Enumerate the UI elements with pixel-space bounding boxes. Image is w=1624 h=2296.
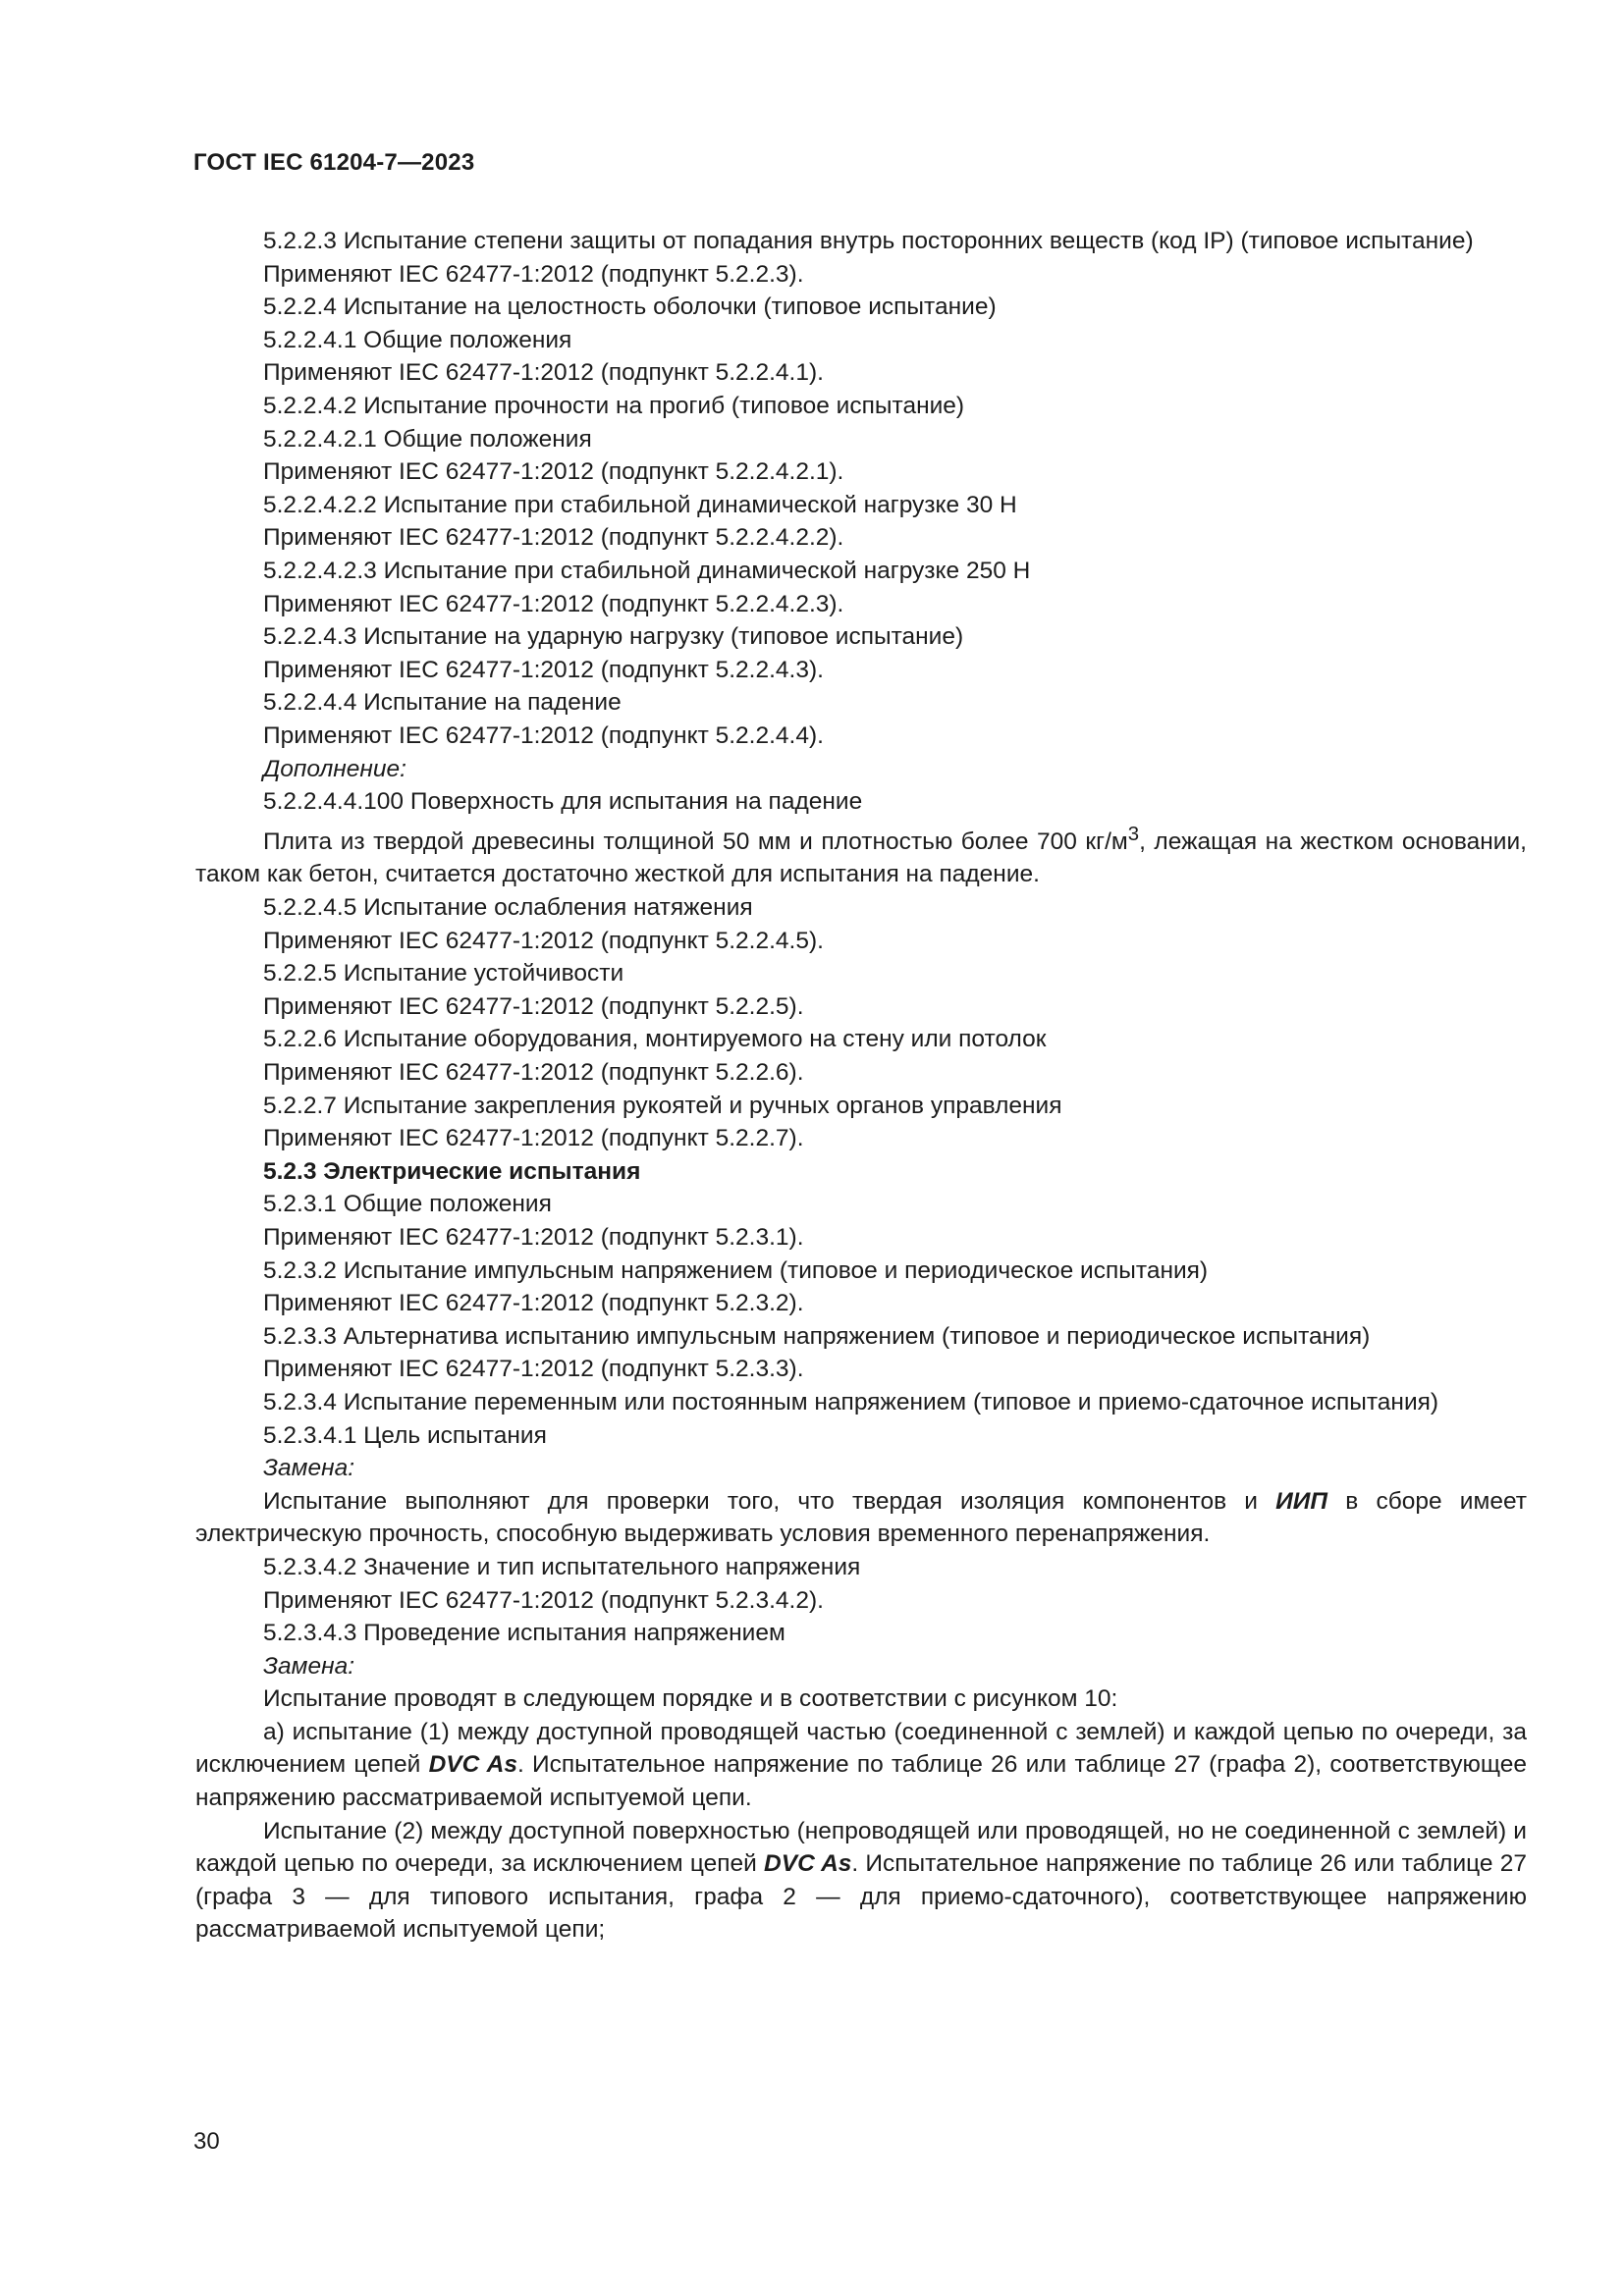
- page-number: 30: [193, 2128, 220, 2155]
- paragraph: 5.2.2.4.2.3 Испытание при стабильной динамической нагрузке 250 Н: [263, 557, 1031, 584]
- paragraph: 5.2.2.7 Испытание закрепления рукоятей и ручных органов управления: [263, 1092, 1062, 1119]
- paragraph: 5.2.2.4.2.1 Общие положения: [263, 425, 592, 453]
- replacement-label: Замена:: [263, 1455, 354, 1482]
- paragraph: 5.2.2.4.4.100 Поверхность для испытания на падение: [263, 788, 863, 816]
- text-run: Испытание выполняют для проверки того, что твердая изоляция компонентов и: [263, 1487, 1276, 1515]
- paragraph: 5.2.3.1 Общие положения: [263, 1191, 552, 1218]
- paragraph: Применяют IEC 62477-1:2012 (подпункт 5.2.2.4.2.1).: [263, 458, 844, 486]
- paragraph: Применяют IEC 62477-1:2012 (подпункт 5.2.2.4.4).: [263, 721, 824, 749]
- paragraph: 5.2.2.3 Испытание степени защиты от попадания внутрь посторонних веществ (код IP) (типовое испытание): [263, 228, 1474, 254]
- paragraph: 5.2.2.4.4 Испытание на падение: [263, 689, 622, 717]
- paragraph: 5.2.2.4.2.2 Испытание при стабильной динамической нагрузке 30 Н: [263, 491, 1017, 518]
- paragraph: 5.2.2.4.3 Испытание на ударную нагрузку (типовое испытание): [263, 623, 964, 651]
- paragraph: 5.2.2.5 Испытание устойчивости: [263, 960, 624, 988]
- text-run: . Испытательное напряжение по таблице 26 или таблице 27 (графа 3 — для типового испытания, графа 2 — для приемо-сдаточного), соответствующее напряжению рассматриваемой испытуемой цепи;: [195, 1850, 1527, 1944]
- amendment-label: Дополнение:: [263, 755, 406, 782]
- text-run: Испытание (2) между доступной поверхностью (непроводящей или проводящей, но не соединенной с землей) и каждой цепью по очереди, за исключением цепей: [195, 1817, 1527, 1878]
- superscript: 3: [1127, 823, 1140, 845]
- paragraph: Применяют IEC 62477-1:2012 (подпункт 5.2.2.4.5).: [263, 927, 824, 954]
- section-heading: 5.2.3 Электрические испытания: [263, 1157, 641, 1185]
- paragraph: 5.2.3.4.3 Проведение испытания напряжением: [263, 1620, 785, 1647]
- paragraph: Применяют IEC 62477-1:2012 (подпункт 5.2.2.6).: [263, 1059, 804, 1086]
- paragraph: 5.2.2.6 Испытание оборудования, монтируемого на стену или потолок: [263, 1026, 1047, 1053]
- paragraph: Применяют IEC 62477-1:2012 (подпункт 5.2.2.7).: [263, 1125, 804, 1152]
- paragraph: Применяют IEC 62477-1:2012 (подпункт 5.2.2.4.3).: [263, 656, 824, 683]
- document-body: [195, 225, 1527, 1947]
- text-run: в сборе имеет электрическую прочность, способную выдерживать условия временного перенапряжения.: [195, 1487, 1527, 1548]
- paragraph: [195, 1815, 1527, 1947]
- paragraph: 5.2.3.4.1 Цель испытания: [263, 1421, 547, 1449]
- document-header: ГОСТ IEC 61204-7—2023: [193, 149, 475, 176]
- paragraph: Применяют IEC 62477-1:2012 (подпункт 5.2.3.3).: [263, 1356, 804, 1383]
- paragraph: 5.2.2.4 Испытание на целостность оболочки (типовое испытание): [263, 294, 997, 321]
- paragraph: Испытание проводят в следующем порядке и в соответствии с рисунком 10:: [263, 1685, 1118, 1713]
- paragraph: Применяют IEC 62477-1:2012 (подпункт 5.2.2.3).: [263, 260, 804, 288]
- paragraph: 5.2.3.4 Испытание переменным или постоянным напряжением (типовое и приемо-сдаточное испытания): [263, 1388, 1439, 1415]
- paragraph: Применяют IEC 62477-1:2012 (подпункт 5.2.2.5).: [263, 992, 804, 1020]
- text-run: . Испытательное напряжение по таблице 26 или таблице 27 (графа 2), соответствующее напряжению рассматриваемой испытуемой цепи.: [195, 1751, 1527, 1812]
- paragraph: 5.2.2.4.1 Общие положения: [263, 326, 572, 353]
- paragraph: Применяют IEC 62477-1:2012 (подпункт 5.2.3.4.2).: [263, 1586, 824, 1614]
- text-run: а) испытание (1) между доступной проводящей частью (соединенной с землей) и каждой цепью по очереди, за исключением цепей: [195, 1718, 1527, 1779]
- paragraph: 5.2.3.2 Испытание импульсным напряжением (типовое и периодическое испытания): [263, 1256, 1209, 1284]
- text-run: Плита из твердой древесины толщиной 50 мм и плотностью более 700 кг/м: [263, 828, 1128, 855]
- paragraph: 5.2.2.4.2 Испытание прочности на прогиб (типовое испытание): [263, 392, 965, 419]
- term-dvc-as: DVC As: [428, 1751, 517, 1779]
- paragraph: 5.2.3.3 Альтернатива испытанию импульсным напряжением (типовое и периодическое испытания): [263, 1322, 1371, 1350]
- paragraph: Применяют IEC 62477-1:2012 (подпункт 5.2.2.4.2.3).: [263, 590, 844, 617]
- paragraph: 5.2.3.4.2 Значение и тип испытательного напряжения: [263, 1553, 861, 1580]
- text-run: , лежащая на жестком основании, таком как бетон, считается достаточно жесткой для испытания на падение.: [195, 828, 1527, 888]
- paragraph: Применяют IEC 62477-1:2012 (подпункт 5.2.2.4.1).: [263, 359, 824, 387]
- list-item: [195, 1716, 1527, 1815]
- paragraph: [195, 1485, 1527, 1551]
- term-iip: ИИП: [1275, 1487, 1328, 1515]
- paragraph: Применяют IEC 62477-1:2012 (подпункт 5.2.3.2).: [263, 1290, 804, 1317]
- replacement-label: Замена:: [263, 1652, 354, 1680]
- paragraph: Применяют IEC 62477-1:2012 (подпункт 5.2.2.4.2.2).: [263, 524, 844, 552]
- paragraph: 5.2.2.4.5 Испытание ослабления натяжения: [263, 894, 753, 922]
- paragraph: [195, 819, 1527, 891]
- term-dvc-as: DVC As: [764, 1850, 852, 1878]
- paragraph: Применяют IEC 62477-1:2012 (подпункт 5.2.3.1).: [263, 1223, 804, 1251]
